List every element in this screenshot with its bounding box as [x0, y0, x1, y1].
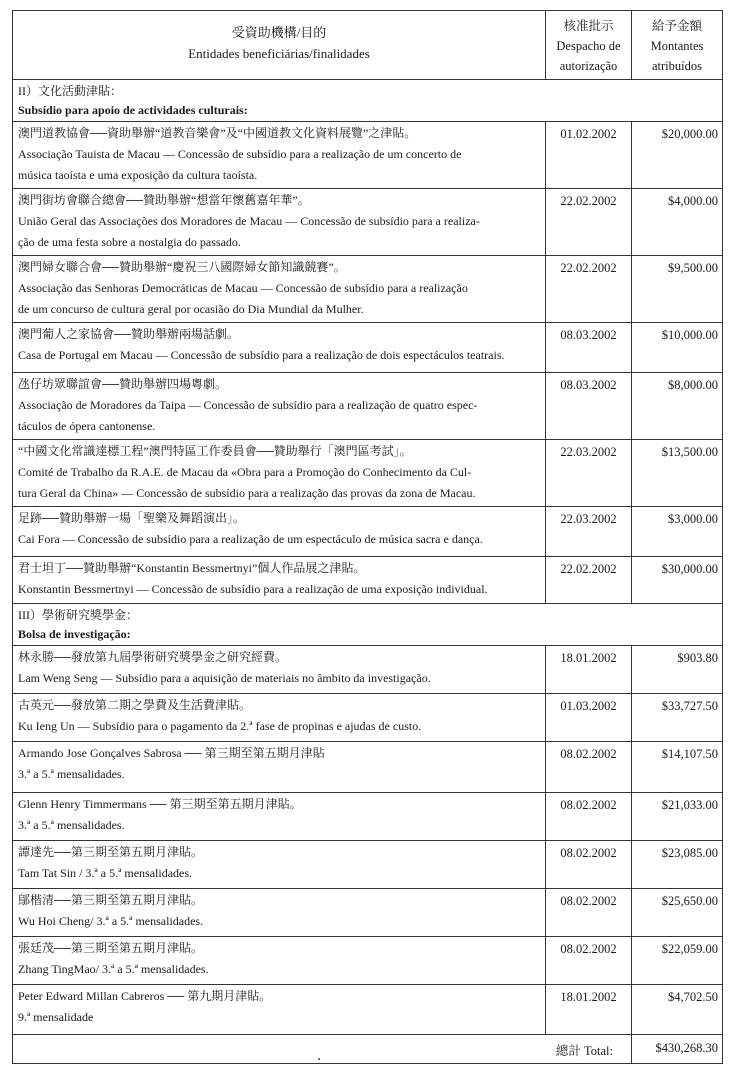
entity-line: 鄔楷清──第三期至第五期月津貼。	[18, 893, 204, 907]
table-row	[13, 507, 723, 557]
dispatch-date: 08.02.2002	[546, 793, 632, 841]
entity-cell	[13, 985, 546, 1035]
dispatch-date: 08.02.2002	[546, 742, 632, 793]
table-row	[13, 256, 723, 323]
dispatch-date: 01.02.2002	[546, 122, 632, 189]
dispatch-date: 08.02.2002	[546, 889, 632, 937]
table-row	[13, 557, 723, 604]
table-row	[13, 373, 723, 440]
section-heading-zh: II）文化活動津貼：	[18, 84, 122, 98]
header-entities-zh: 受資助機構/目的	[231, 25, 327, 40]
amount-value: $9,500.00	[632, 256, 723, 323]
dispatch-date: 22.02.2002	[546, 557, 632, 604]
amount-value: $3,000.00	[632, 507, 723, 557]
amount-value: $10,000.00	[632, 323, 723, 373]
table-row	[13, 189, 723, 256]
entity-cell	[13, 646, 546, 694]
table-row	[13, 646, 723, 694]
header-dispatch-pt-1: Despacho de	[556, 39, 621, 53]
table-header-row	[13, 11, 723, 80]
amount-value: $33,727.50	[632, 694, 723, 742]
header-entities-pt: Entidades beneficiárias/finalidades	[188, 46, 370, 61]
entity-line: Glenn Henry Timmermans ── 第三期至第五期月津貼。	[18, 797, 302, 811]
total-row	[13, 1035, 723, 1064]
entity-line: ção de uma festa sobre a nostalgia do passado.	[18, 235, 241, 249]
amount-value: $903.80	[632, 646, 723, 694]
entity-cell	[13, 373, 546, 440]
entity-line: 3.ª a 5.ª mensalidades.	[18, 818, 125, 832]
entity-line: 譚達先──第三期至第五期月津貼。	[18, 845, 204, 859]
entity-line: 足跡──贊助舉辦一場「聖樂及舞蹈演出」。	[18, 511, 246, 525]
amount-value: $14,107.50	[632, 742, 723, 793]
table-row	[13, 694, 723, 742]
section-heading-row	[13, 80, 723, 122]
entity-cell	[13, 440, 546, 507]
entity-line: 澳門街坊會聯合總會──贊助舉辦“想當年懷舊嘉年華”。	[18, 193, 310, 207]
entity-line: Ku Ieng Un — Subsídio para o pagamento da 2.ª fase de propinas e ajudas de custo.	[18, 719, 422, 733]
entity-line: 3.ª a 5.ª mensalidades.	[18, 767, 125, 781]
entity-cell	[13, 889, 546, 937]
dispatch-date: 08.03.2002	[546, 373, 632, 440]
entity-line: 澳門葡人之家協會──贊助舉辦兩場話劇。	[18, 327, 240, 341]
entity-line: Lam Weng Seng — Subsídio para a aquisição de materiais no âmbito da investigação.	[18, 671, 431, 685]
entity-line: 古英元──發放第二期之學費及生活費津貼。	[18, 698, 252, 712]
header-dispatch-zh: 核准批示	[563, 19, 614, 33]
dispatch-date: 08.03.2002	[546, 323, 632, 373]
entity-line: Zhang TingMao/ 3.ª a 5.ª mensalidades.	[18, 962, 209, 976]
entity-line: 9.ª mensalidade	[18, 1010, 94, 1024]
table-body	[13, 80, 723, 1064]
amount-value: $13,500.00	[632, 440, 723, 507]
section-heading	[13, 80, 723, 122]
amount-value: $21,033.00	[632, 793, 723, 841]
total-amount: $430,268.30	[632, 1035, 723, 1064]
entity-line: 林永勝──發放第九屆學術研究獎學金之研究經費。	[18, 650, 288, 664]
entity-line: Armando Jose Gonçalves Sabrosa ── 第三期至第五期月津貼	[18, 746, 325, 760]
document-page	[12, 10, 722, 1064]
entity-cell	[13, 937, 546, 985]
amount-value: $23,085.00	[632, 841, 723, 889]
amount-value: $22,059.00	[632, 937, 723, 985]
amount-value: $4,000.00	[632, 189, 723, 256]
entity-line: táculos de ópera cantonense.	[18, 419, 156, 433]
entity-line: 君士坦丁──贊助舉辦“Konstantin Bessmertnyi”個人作品展之津貼。	[18, 561, 366, 575]
dispatch-date: 22.02.2002	[546, 256, 632, 323]
section-heading	[13, 604, 723, 646]
amount-value: $4,702.50	[632, 985, 723, 1035]
section-heading-pt: Bolsa de investigação:	[18, 627, 131, 641]
entity-line: de um concurso de cultura geral por ocasião do Dia Mundial da Mulher.	[18, 302, 364, 316]
header-entities	[13, 11, 546, 80]
dispatch-date: 08.02.2002	[546, 937, 632, 985]
entity-line: Associação Tauista de Macau — Concessão de subsídio para a realização de um concerto de	[18, 147, 462, 161]
dispatch-date: 22.03.2002	[546, 440, 632, 507]
entity-line: Cai Fora — Concessão de subsídio para a realização de um espectáculo de música sacra e dança.	[18, 532, 483, 546]
entity-cell	[13, 189, 546, 256]
header-amount-pt-1: Montantes	[650, 39, 704, 53]
dispatch-date: 22.02.2002	[546, 189, 632, 256]
dispatch-date: 22.03.2002	[546, 507, 632, 557]
amount-value: $30,000.00	[632, 557, 723, 604]
entity-line: Konstantin Bessmertnyi — Concessão de subsídio para a realização de uma exposição individual.	[18, 582, 488, 596]
table-row	[13, 122, 723, 189]
header-dispatch-pt-2: autorização	[559, 59, 618, 73]
entity-line: música taoísta e uma exposição da cultura taoísta.	[18, 168, 258, 182]
page-dot	[318, 1058, 320, 1060]
table-row	[13, 889, 723, 937]
entity-line: 澳門婦女聯合會──贊助舉辦“慶祝三八國際婦女節知識競賽”。	[18, 260, 346, 274]
amount-value: $8,000.00	[632, 373, 723, 440]
dispatch-date: 18.01.2002	[546, 985, 632, 1035]
entity-cell	[13, 323, 546, 373]
entity-cell	[13, 122, 546, 189]
entity-line: Casa de Portugal em Macau — Concessão de subsídio para a realização de dois espectáculos teatrais.	[18, 348, 505, 362]
dispatch-date: 18.01.2002	[546, 646, 632, 694]
entity-cell	[13, 742, 546, 793]
table-row	[13, 440, 723, 507]
section-heading-pt: Subsídio para apoio de actividades culturais:	[18, 103, 248, 117]
entity-line: Peter Edward Millan Cabreros ── 第九期月津貼。	[18, 989, 272, 1003]
section-heading-row	[13, 604, 723, 646]
entity-cell	[13, 256, 546, 323]
entity-line: União Geral das Associações dos Moradores de Macau — Concessão de subsídio para a realiza-	[18, 214, 480, 228]
entity-cell	[13, 694, 546, 742]
amount-value: $25,650.00	[632, 889, 723, 937]
header-amount-pt-2: atribuídos	[652, 59, 702, 73]
header-amount	[632, 11, 723, 80]
section-heading-zh: III）學術研究獎學金：	[18, 608, 138, 622]
entity-line: 氹仔坊眾聯誼會──贊助舉辦四場粵劇。	[18, 377, 228, 391]
table-row	[13, 793, 723, 841]
dispatch-date: 01.03.2002	[546, 694, 632, 742]
entity-line: tura Geral da China» — Concessão de subsídio para a realização das provas da zona de Macau.	[18, 486, 476, 500]
total-label: 總計 Total:	[13, 1035, 632, 1064]
entity-line: Wu Hoi Cheng/ 3.ª a 5.ª mensalidades.	[18, 914, 204, 928]
grant-table	[12, 10, 723, 1064]
entity-line: “中國文化常識達標工程”澳門特區工作委員會──贊助舉行「澳門區考試」。	[18, 444, 412, 458]
entity-cell	[13, 507, 546, 557]
table-row	[13, 323, 723, 373]
entity-line: Comité de Trabalho da R.A.E. de Macau da «Obra para a Promoção do Conhecimento da Cul-	[18, 465, 472, 479]
table-row	[13, 742, 723, 793]
entity-line: Associação das Senhoras Democráticas de Macau — Concessão de subsídio para a realização	[18, 281, 468, 295]
header-amount-zh: 給予金額	[651, 19, 702, 33]
table-row	[13, 841, 723, 889]
dispatch-date: 08.02.2002	[546, 841, 632, 889]
entity-cell	[13, 841, 546, 889]
entity-cell	[13, 793, 546, 841]
entity-line: 澳門道教協會──資助舉辦“道教音樂會”及“中國道教文化資料展覽”之津貼。	[18, 126, 417, 140]
entity-cell	[13, 557, 546, 604]
amount-value: $20,000.00	[632, 122, 723, 189]
entity-line: Associação de Moradores da Taipa — Concessão de subsídio para a realização de quatro espec-	[18, 398, 478, 412]
table-row	[13, 937, 723, 985]
entity-line: 張廷茂──第三期至第五期月津貼。	[18, 941, 204, 955]
header-dispatch	[546, 11, 632, 80]
entity-line: Tam Tat Sin / 3.ª a 5.ª mensalidades.	[18, 866, 193, 880]
table-row	[13, 985, 723, 1035]
